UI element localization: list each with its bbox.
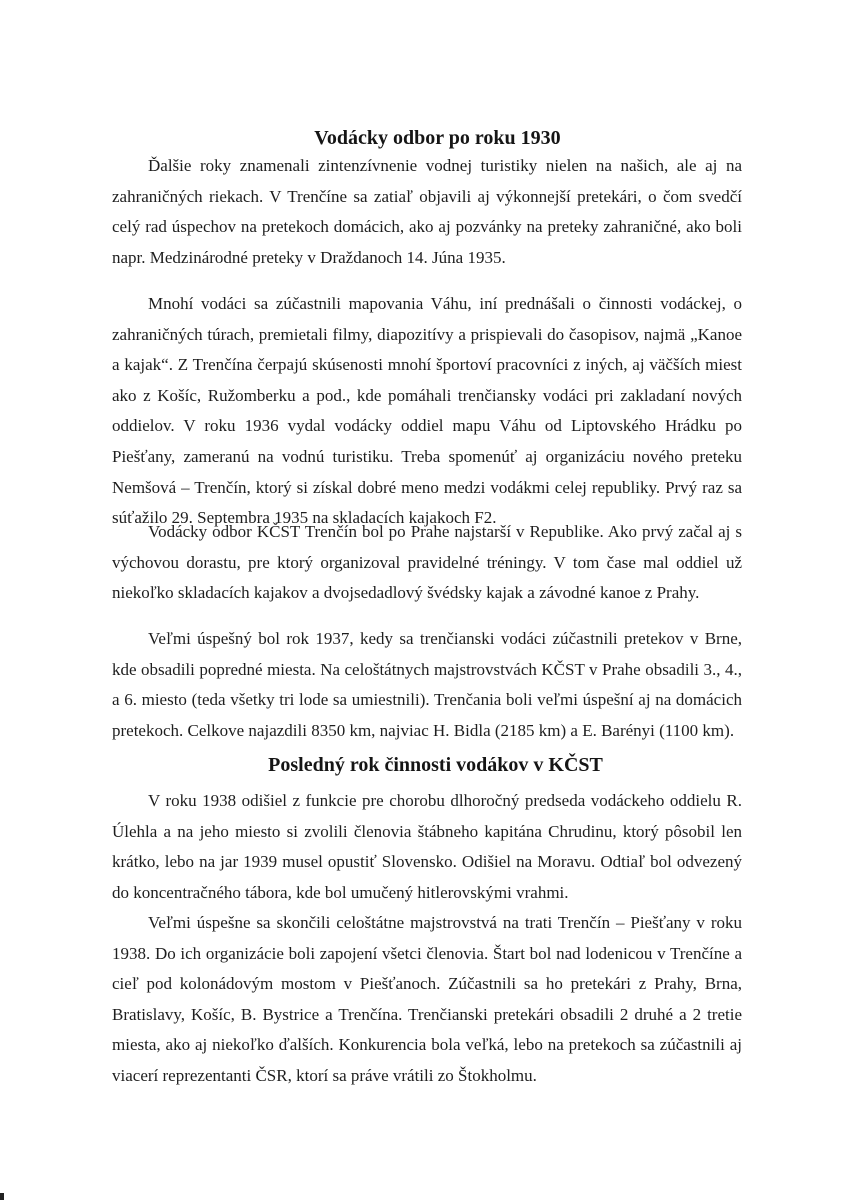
paragraph: Veľmi úspešný bol rok 1937, kedy sa trenčianski vodáci zúčastnili pretekov v Brne, kde obsadili popredné miesta. Na celoštátnych majstrovstvách KČST v Prahe obsadili 3., 4., a 6. miesto (teda všetky tri lode sa umiestnili). Trenčania boli veľmi úspešní aj na domácich pretekoch. Celkove najazdili 8350 km, najviac H. Bidla (2185 km) a E. Barényi (1100 km). bbox=[112, 629, 742, 740]
section-heading-last-year: Posledný rok činnosti vodákov v KČST bbox=[268, 754, 603, 776]
section-heading-1930: Vodácky odbor po roku 1930 bbox=[314, 127, 561, 149]
paragraph: Ďalšie roky znamenali zintenzívnenie vodnej turistiky nielen na našich, ale aj na zahraničných riekach. V Trenčíne sa zatiaľ objavili aj výkonnejší pretekári, o čom svedčí celý rad úspechov na pretekoch domácich, ako aj pozvánky na preteky zahraničné, ako boli napr. Medzinárodné preteky v Draždanoch 14. Júna 1935. bbox=[112, 156, 742, 267]
paragraph: Veľmi úspešne sa skončili celoštátne majstrovstvá na trati Trenčín – Piešťany v roku 1938. Do ich organizácie boli zapojení všetci členovia. Štart bol nad lodenicou v Trenčíne a cieľ pod kolonádovým mostom v Piešťanoch. Zúčastnili sa ho pretekári z Prahy, Brna, Bratislavy, Košíc, B. Bystrice a Trenčína. Trenčianski pretekári obsadili 2 druhé a 2 tretie miesta, ako aj niekoľko ďalších. Konkurencia bola veľká, lebo na pretekoch sa zúčastnili aj viacerí reprezentanti ČSR, ktorí sa práve vrátili zo Štokholmu. bbox=[112, 913, 742, 1085]
paragraph: Vodácky odbor KČST Trenčín bol po Prahe najstarší v Republike. Ako prvý začal aj s výchovou dorastu, pre ktorý organizoval pravidelné tréningy. V tom čase mal oddiel už niekoľko skladacích kajakov a dvojsedadlový švédsky kajak a závodné kanoe z Prahy. bbox=[112, 522, 742, 603]
paragraph: V roku 1938 odišiel z funkcie pre chorobu dlhoročný predseda vodáckeho oddielu R. Úlehla a na jeho miesto si zvolili členovia štábneho kapitána Chrudinu, ktorý pôsobil len krátko, lebo na jar 1939 musel opustiť Slovensko. Odišiel na Moravu. Odtiaľ bol odvezený do koncentračného tábora, kde bol umučený hitlerovskými vrahmi. bbox=[112, 791, 742, 902]
scan-edge-mark bbox=[0, 1193, 4, 1200]
paragraph: Mnohí vodáci sa zúčastnili mapovania Váhu, iní prednášali o činnosti vodáckej, o zahraničných túrach, premietali filmy, diapozitívy a prispievali do časopisov, najmä „Kanoe a kajak“. Z Trenčína čerpajú skúsenosti mnohí športoví pracovníci z iných, aj väčších miest ako z Košíc, Ružomberku a pod., kde pomáhali trenčiansky vodáci pri zakladaní nových oddielov. V roku 1936 vydal vodácky oddiel mapu Váhu od Liptovského Hrádku po Piešťany, zameranú na vodnú turistiku. Treba spomenúť aj organizáciu nového preteku Nemšová – Trenčín, ktorý si získal dobré meno medzi vodákmi celej republiky. Prvý raz sa súťažilo 29. Septembra 1935 na skladacích kajakoch F2. bbox=[112, 294, 742, 528]
